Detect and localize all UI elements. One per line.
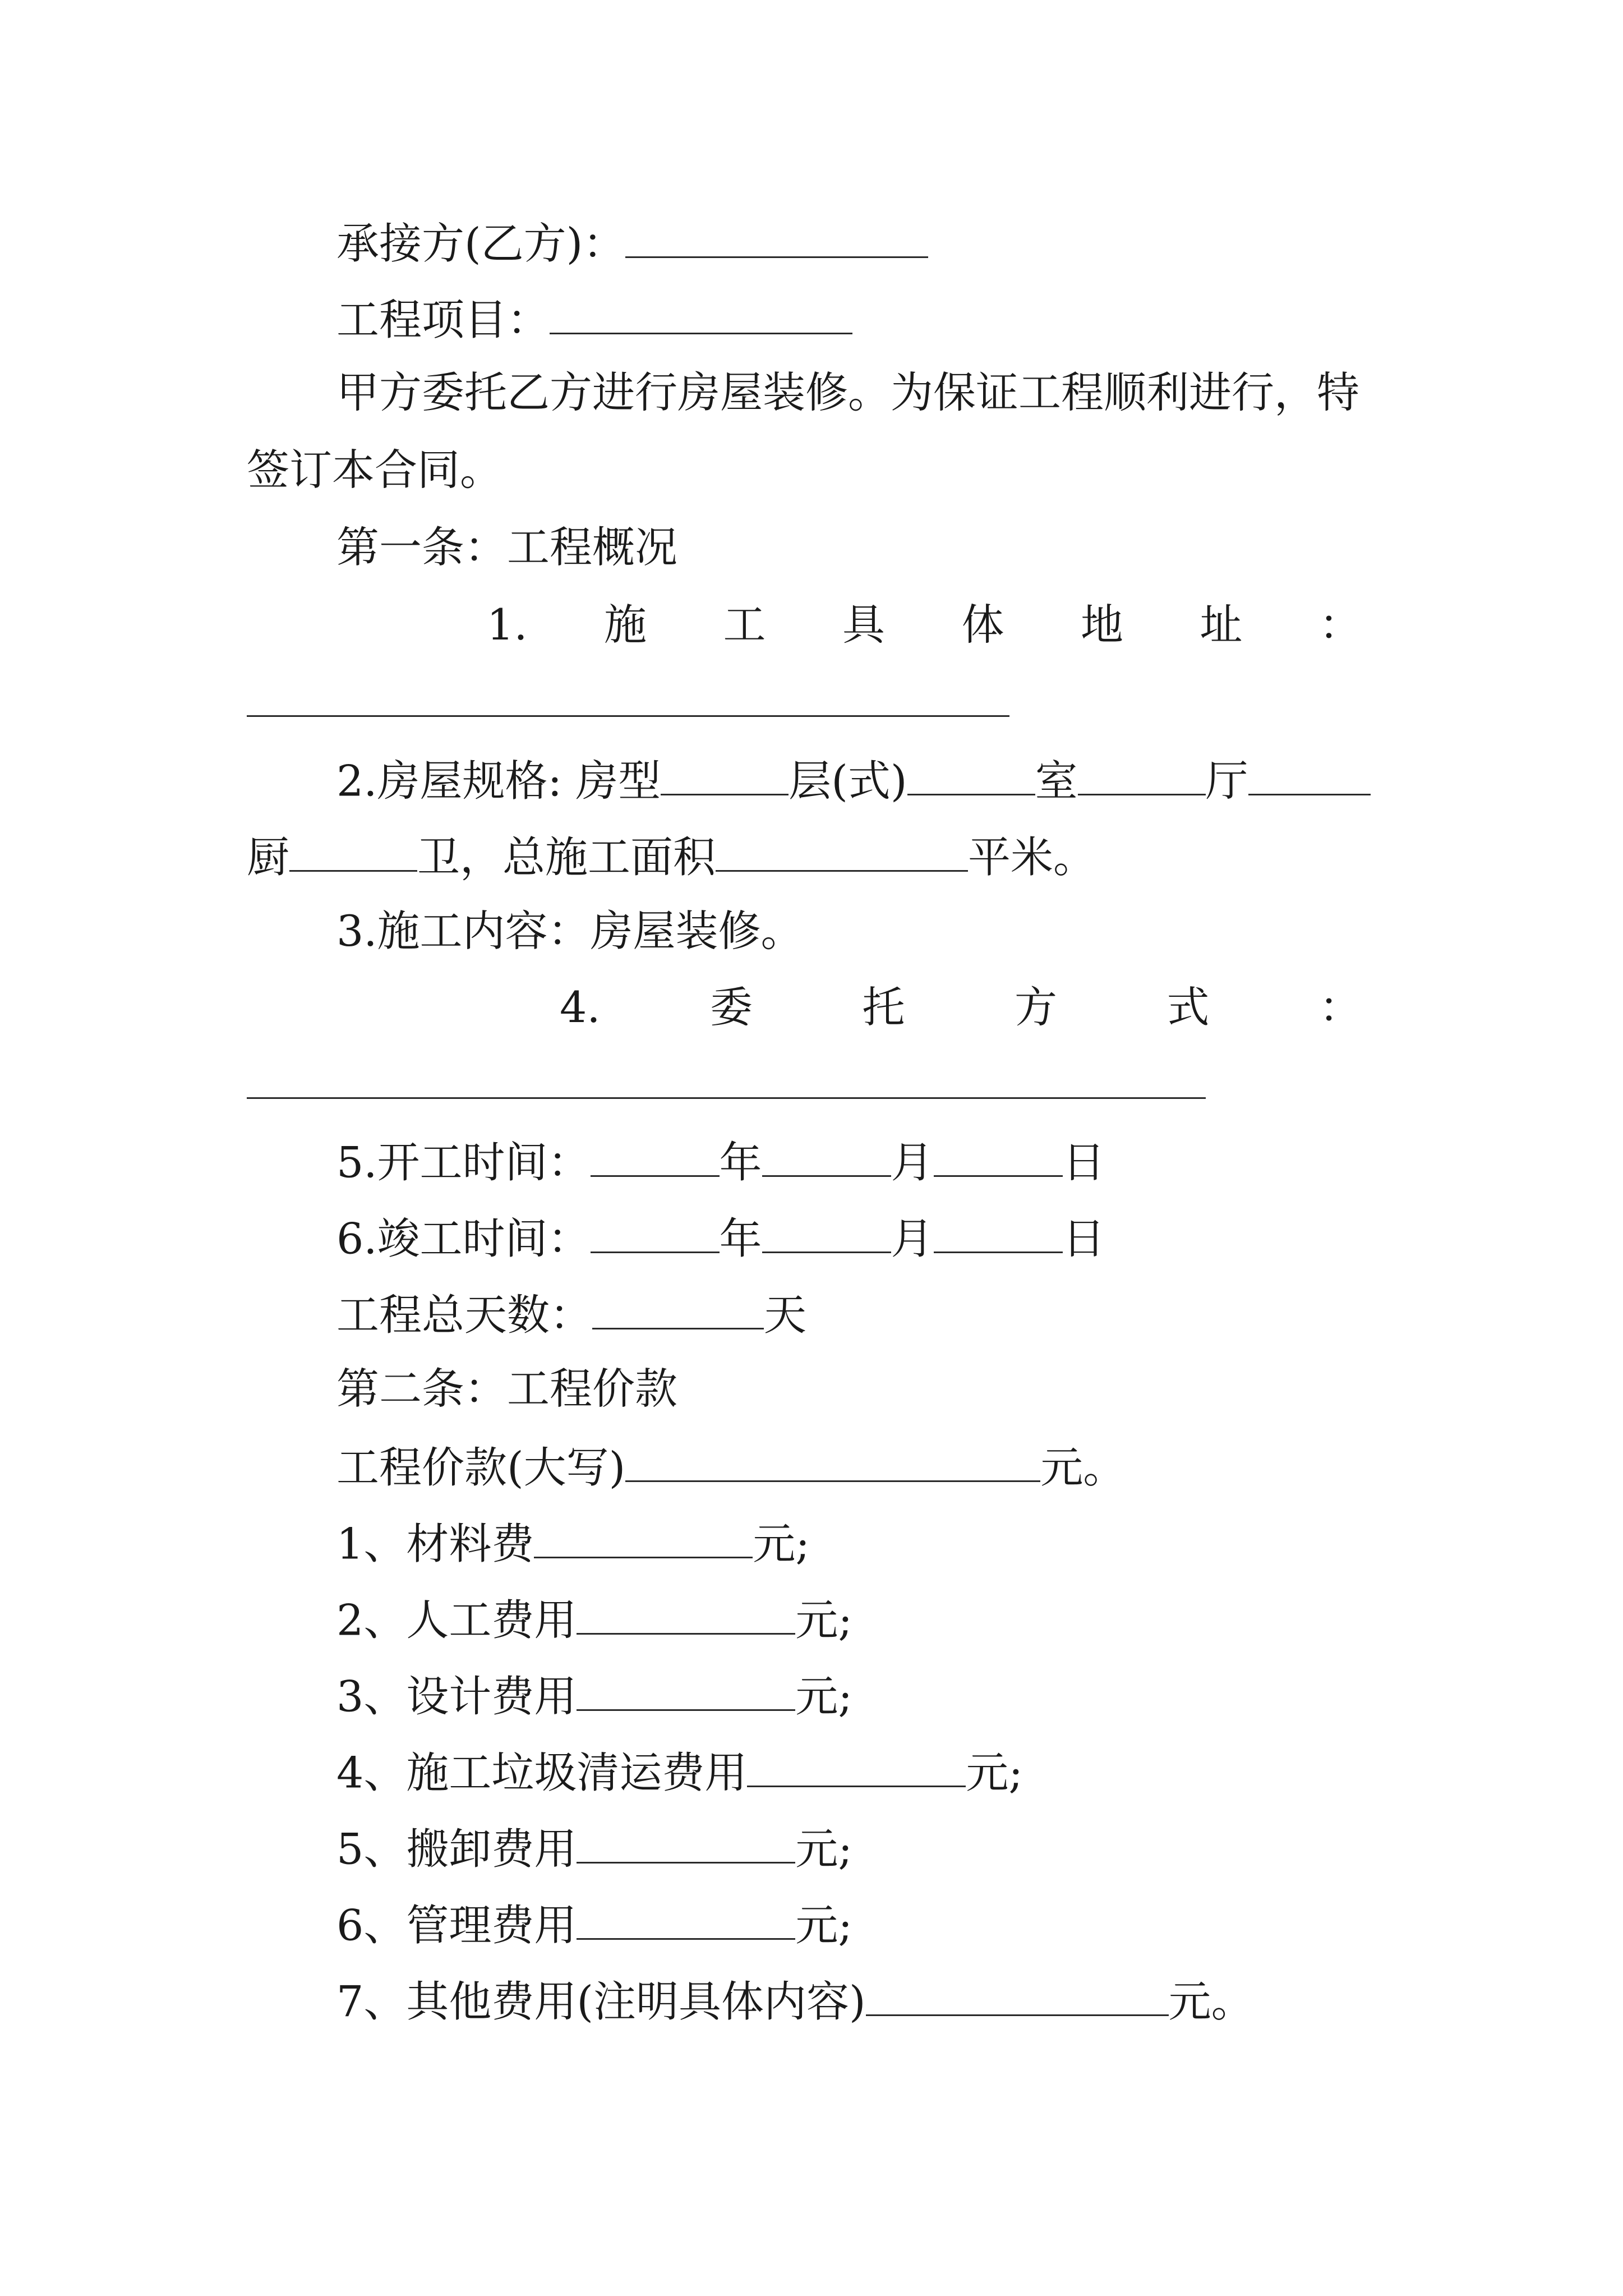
price-unit: 元。: [1040, 1442, 1126, 1493]
end-month-label: 月: [891, 1213, 934, 1264]
item1-address-label: [487, 600, 1362, 650]
end-date-line: [336, 1213, 1105, 1264]
end-day-blank[interactable]: [934, 1215, 1063, 1253]
project-blank[interactable]: [550, 296, 852, 334]
fee-label: 6、管理费用: [336, 1900, 577, 1950]
fee-line: [336, 1519, 810, 1569]
fee-unit: 元。: [1168, 1976, 1254, 2027]
halls-blank[interactable]: [1248, 757, 1371, 795]
fee-line: [336, 1900, 852, 1950]
fee-line: [336, 1824, 852, 1874]
item2-prefix: 2.房屋规格: 房型: [336, 756, 661, 806]
price-prefix: 工程价款(大写): [336, 1442, 626, 1493]
item4-char: 委: [710, 982, 753, 1032]
item2-line-1: [336, 756, 1371, 806]
fee-blank[interactable]: [866, 1978, 1169, 2016]
fee-unit: 元;: [966, 1747, 1023, 1798]
item2-chu: 厨: [247, 832, 289, 882]
party-b-line: [336, 218, 928, 269]
area-blank[interactable]: [716, 834, 968, 872]
start-date-prefix: 5.开工时间：: [336, 1137, 591, 1188]
fee-line: [336, 1671, 852, 1722]
floors-blank[interactable]: [907, 757, 1035, 795]
start-day-label: 日: [1062, 1137, 1105, 1188]
fee-label: 3、设计费用: [336, 1671, 577, 1722]
total-days-line: [336, 1290, 806, 1340]
item3-line: 3.施工内容：房屋装修。: [336, 906, 804, 956]
item2-wei: 卫，总施工面积: [417, 832, 716, 882]
item2-area-unit: 平米。: [968, 832, 1096, 882]
intro-line-1: 甲方委托乙方进行房屋装修。为保证工程顺利进行，特: [336, 367, 1359, 417]
fee-unit: 元;: [795, 1900, 852, 1950]
party-b-blank[interactable]: [625, 220, 928, 258]
end-year-blank[interactable]: [591, 1215, 720, 1253]
start-year-blank[interactable]: [591, 1139, 720, 1177]
total-days-blank[interactable]: [592, 1291, 764, 1329]
item2-ting: 厅: [1205, 756, 1248, 806]
party-b-label: 承接方(乙方)：: [336, 218, 626, 269]
address-blank[interactable]: [247, 715, 1009, 717]
fee-line: [336, 1976, 1254, 2027]
fee-line: [336, 1595, 852, 1645]
fee-blank[interactable]: [577, 1673, 795, 1711]
total-days-prefix: 工程总天数：: [336, 1290, 592, 1340]
item2-ceng: 层(式): [789, 756, 907, 806]
fee-blank[interactable]: [534, 1520, 753, 1558]
fee-label: 2、人工费用: [336, 1595, 577, 1645]
total-days-unit: 天: [764, 1290, 806, 1340]
start-date-line: [336, 1137, 1105, 1188]
fee-line: [336, 1747, 1023, 1798]
start-month-label: 月: [891, 1137, 934, 1188]
end-year-label: 年: [719, 1213, 762, 1264]
item2-shi: 室: [1035, 756, 1078, 806]
item1-char: 1.: [487, 600, 528, 650]
item4-char: 托: [862, 982, 905, 1032]
start-year-label: 年: [719, 1137, 762, 1188]
item1-char: 施: [604, 600, 647, 650]
room-type-blank[interactable]: [661, 757, 789, 795]
item1-char: 址: [1200, 600, 1243, 650]
item4-char: 4.: [560, 982, 601, 1032]
fee-unit: 元;: [795, 1824, 852, 1874]
item1-char: 具: [842, 600, 885, 650]
fee-blank[interactable]: [577, 1596, 795, 1635]
commission-blank[interactable]: [247, 1097, 1206, 1099]
item1-char: 工: [723, 600, 766, 650]
fee-blank[interactable]: [577, 1902, 795, 1940]
kitchens-blank[interactable]: [289, 834, 417, 872]
start-day-blank[interactable]: [934, 1139, 1063, 1177]
fee-label: 1、材料费: [336, 1519, 534, 1569]
item1-char: ：: [1318, 600, 1362, 650]
article1-heading: 第一条：工程概况: [336, 522, 677, 572]
rooms-blank[interactable]: [1078, 757, 1206, 795]
fee-unit: 元;: [753, 1519, 810, 1569]
price-line: [336, 1442, 1126, 1493]
project-line: [336, 295, 852, 345]
fee-unit: 元;: [795, 1671, 852, 1722]
fee-blank[interactable]: [577, 1825, 795, 1864]
item2-line-2: [247, 832, 1096, 882]
intro-line-2: 签订本合同。: [247, 445, 502, 495]
item4-char: 式: [1166, 982, 1210, 1032]
item4-char: 方: [1014, 982, 1057, 1032]
end-date-prefix: 6.竣工时间：: [336, 1213, 591, 1264]
item4-char: ：: [1318, 982, 1362, 1032]
fee-unit: 元;: [795, 1595, 852, 1645]
item1-char: 地: [1080, 600, 1123, 650]
start-month-blank[interactable]: [762, 1139, 891, 1177]
project-label: 工程项目：: [336, 295, 550, 345]
item4-commission-label: [560, 982, 1362, 1032]
end-day-label: 日: [1062, 1213, 1105, 1264]
item1-char: 体: [961, 600, 1004, 650]
fee-label: 4、施工垃圾清运费用: [336, 1747, 748, 1798]
article2-heading: 第二条：工程价款: [336, 1364, 677, 1414]
end-month-blank[interactable]: [762, 1215, 891, 1253]
fee-label: 5、搬卸费用: [336, 1824, 577, 1874]
fee-label: 7、其他费用(注明具体内容): [336, 1976, 866, 2027]
fee-blank[interactable]: [747, 1749, 966, 1787]
price-blank[interactable]: [625, 1444, 1040, 1482]
